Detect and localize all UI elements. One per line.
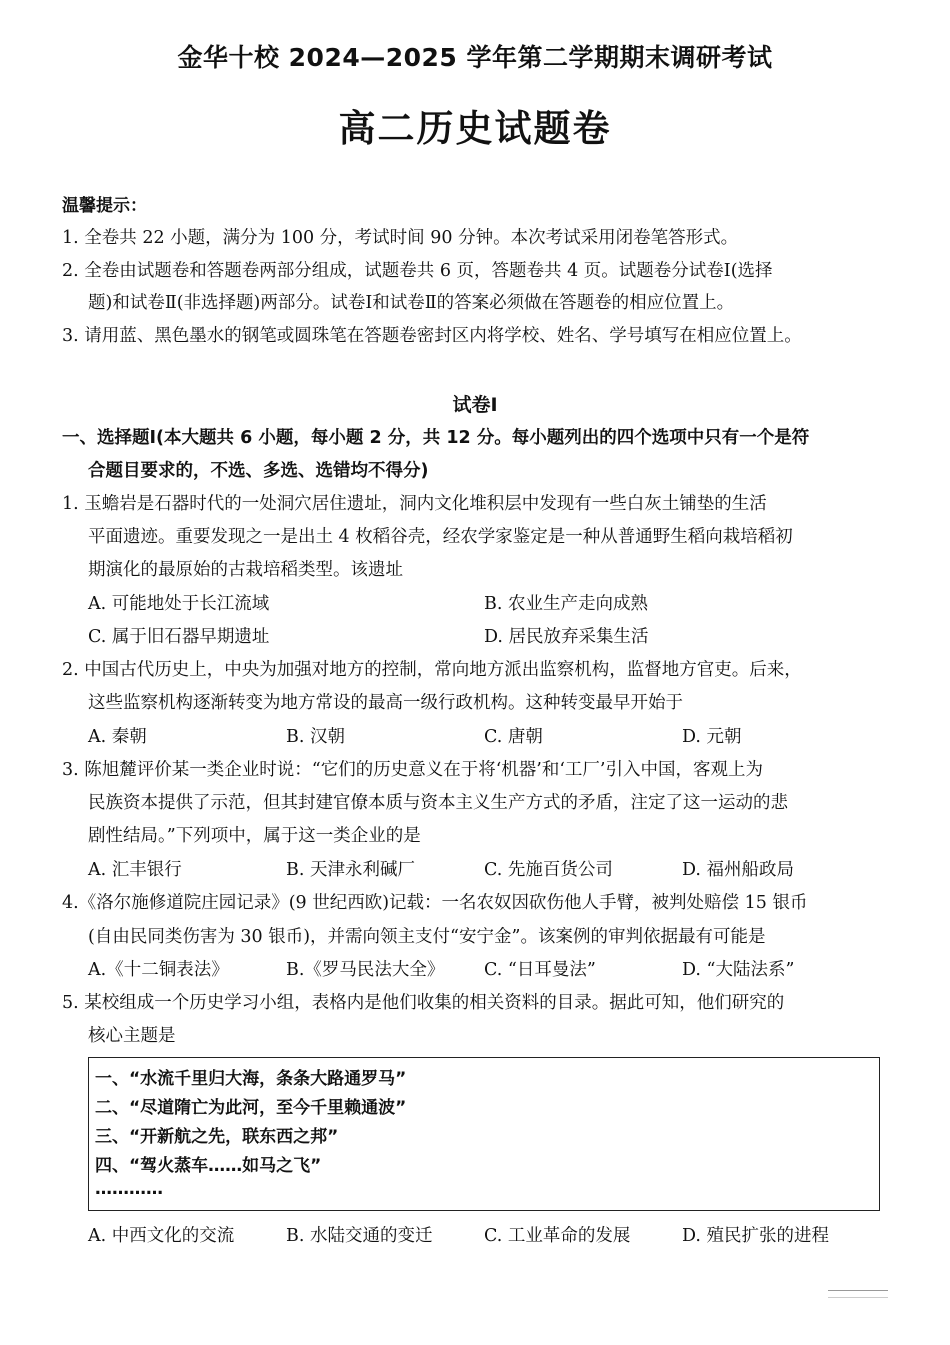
question-4-option-d: D. “大陆法系” [682,960,795,980]
question-3-line-2: 民族资本提供了示范，但其封建官僚本质与资本主义生产方式的矛盾，注定了这一运动的悲 [88,793,788,813]
note-item-2: 2. 全卷由试题卷和答题卷两部分组成，试题卷共 6 页，答题卷共 4 页。试题卷分试卷Ⅰ(选择 [62,261,773,281]
materials-entry-1: 一、“水流千里归大海，条条大路通罗马” [95,1069,407,1089]
materials-entry-ellipsis: ………… [95,1179,163,1199]
question-3-line-3: 剧性结局。”下列项中，属于这一类企业的是 [88,826,421,846]
note-item-2-cont: 题)和试卷Ⅱ(非选择题)两部分。试卷Ⅰ和试卷Ⅱ的答案必须做在答题卷的相应位置上。 [88,293,735,313]
section-instruction-cont: 合题目要求的，不选、多选、选错均不得分) [88,461,429,481]
question-5-option-b: B. 水陆交通的变迁 [286,1226,433,1246]
question-2-option-a: A. 秦朝 [88,727,147,747]
question-4-line-2: (自由民同类伤害为 30 银币)，并需向领主支付“安宁金”。该案例的审判依据最有可能是 [88,927,766,947]
exam-paper-title: 高二历史试题卷 [338,106,612,150]
question-1-line-2: 平面遗迹。重要发现之一是出土 4 枚稻谷壳，经农学家鉴定是一种从普通野生稻向栽培稻初 [88,527,793,547]
question-5-line-2: 核心主题是 [88,1026,176,1046]
materials-table [88,1057,880,1211]
question-5-line-1: 5. 某校组成一个历史学习小组，表格内是他们收集的相关资料的目录。据此可知，他们研究的 [62,993,785,1013]
materials-entry-2: 二、“尽道隋亡为此河，至今千里赖通波” [95,1098,407,1118]
question-5-option-c: C. 工业革命的发展 [484,1226,631,1246]
question-1-option-b: B. 农业生产走向成熟 [484,594,648,614]
question-3-option-d: D. 福州船政局 [682,860,795,880]
notes-heading: 温馨提示： [62,196,147,216]
materials-entry-4: 四、“驾火蒸车……如马之飞” [95,1156,322,1176]
note-item-1: 1. 全卷共 22 小题，满分为 100 分，考试时间 90 分钟。本次考试采用闭卷笔答形式。 [62,228,739,248]
scan-mark [828,1290,888,1298]
question-3-line-1: 3. 陈旭麓评价某一类企业时说：“它们的历史意义在于将‘机器’和‘工厂’引入中国，客观上为 [62,760,763,780]
question-1-line-3: 期演化的最原始的古栽培稻类型。该遗址 [88,560,403,580]
question-2-line-1: 2. 中国古代历史上，中央为加强对地方的控制，常向地方派出监察机构，监督地方官吏。后来， [62,660,802,680]
question-4-line-1: 4.《洛尔施修道院庄园记录》(9 世纪西欧)记载：一名农奴因砍伤他人手臂，被判处赔偿 15 银币 [62,893,808,913]
question-2-option-c: C. 唐朝 [484,727,543,747]
exam-series-title: 金华十校 2024—2025 学年第二学期期末调研考试 [177,43,773,72]
materials-entry-3: 三、“开新航之先，联东西之邦” [95,1127,339,1147]
question-1-option-d: D. 居民放弃采集生活 [484,627,649,647]
question-4-option-b: B.《罗马民法大全》 [286,960,445,980]
question-2-line-2: 这些监察机构逐渐转变为地方常设的最高一级行政机构。这种转变最早开始于 [88,693,683,713]
question-1-option-c: C. 属于旧石器早期遗址 [88,627,270,647]
question-5-option-d: D. 殖民扩张的进程 [682,1226,830,1246]
question-5-option-a: A. 中西文化的交流 [88,1226,235,1246]
section-instruction: 一、选择题Ⅰ(本大题共 6 小题，每小题 2 分，共 12 分。每小题列出的四个选项中只有一个是符 [62,428,810,448]
question-3-option-c: C. 先施百货公司 [484,860,613,880]
question-1-option-a: A. 可能地处于长江流域 [88,594,270,614]
note-item-3: 3. 请用蓝、黑色墨水的钢笔或圆珠笔在答题卷密封区内将学校、姓名、学号填写在相应位置上。 [62,326,802,346]
question-3-option-a: A. 汇丰银行 [88,860,182,880]
question-3-option-b: B. 天津永利碱厂 [286,860,415,880]
question-1-line-1: 1. 玉蟾岩是石器时代的一处洞穴居住遗址，洞内文化堆积层中发现有一些白灰土铺垫的生活 [62,494,767,514]
question-4-option-a: A.《十二铜表法》 [88,960,229,980]
question-2-option-b: B. 汉朝 [286,727,345,747]
question-2-option-d: D. 元朝 [682,727,742,747]
section-title: 试卷Ⅰ [452,394,498,416]
question-4-option-c: C. “日耳曼法” [484,960,596,980]
